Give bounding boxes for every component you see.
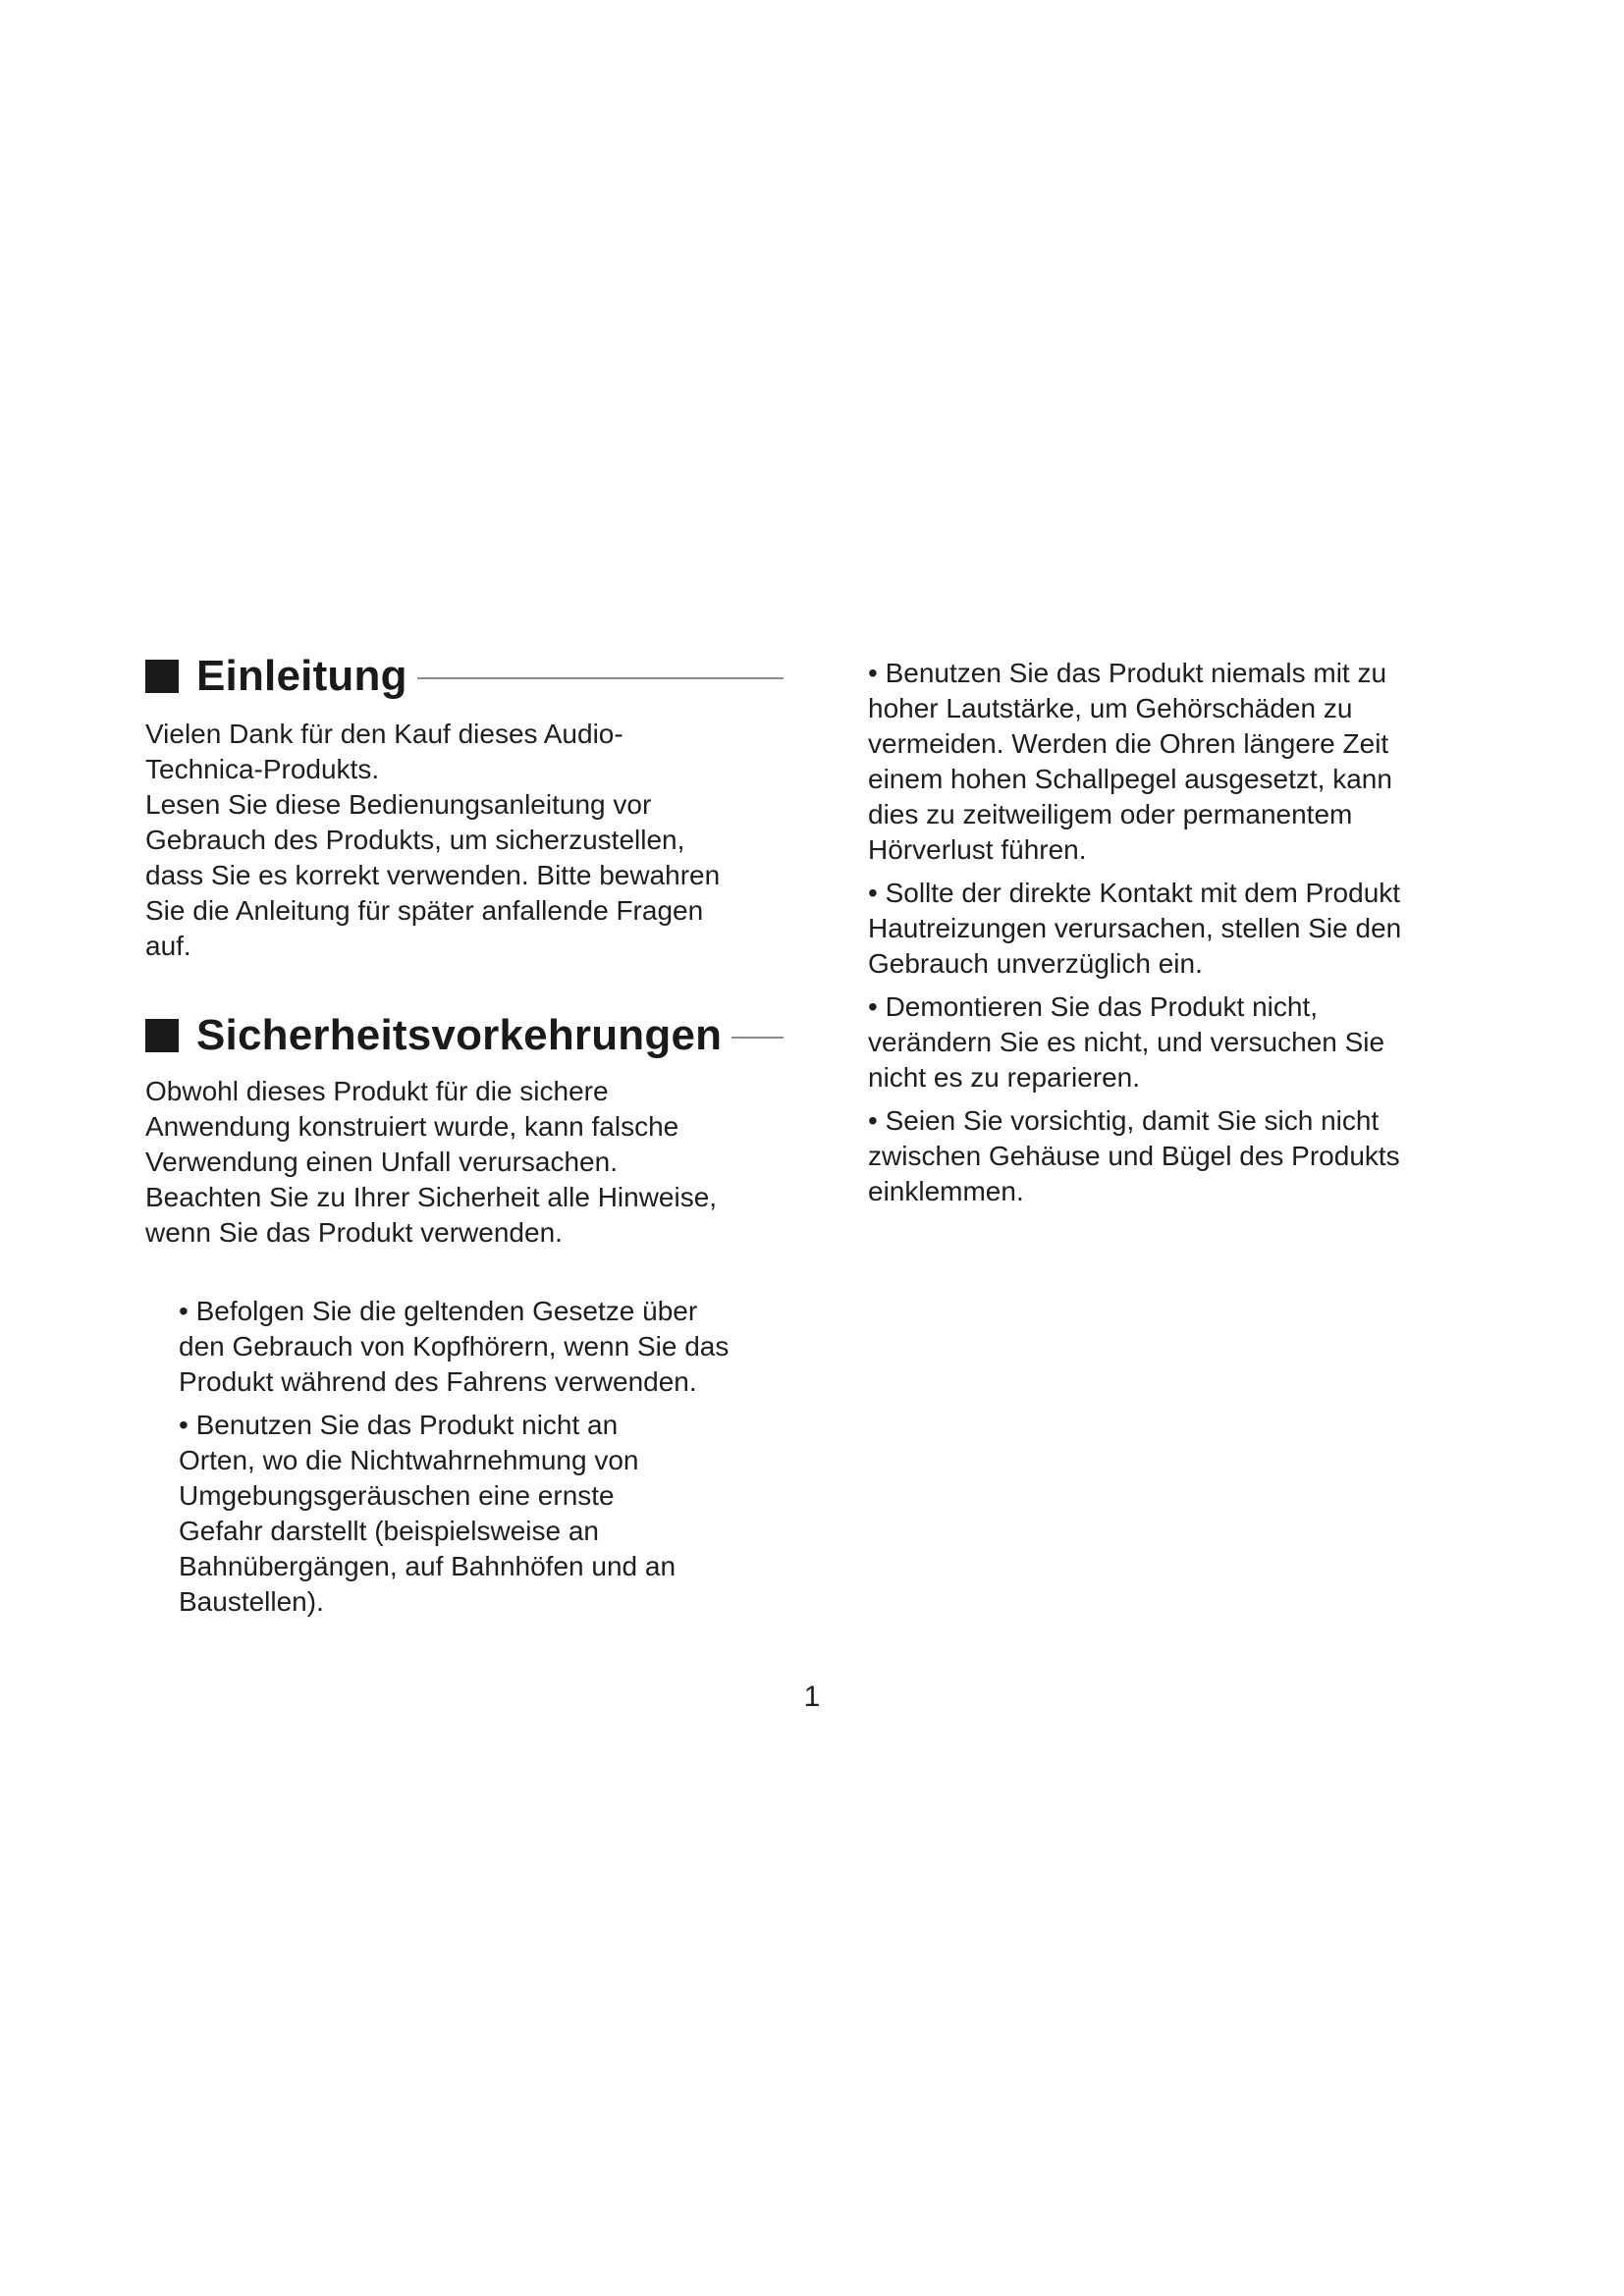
text-line: • Benutzen Sie das Produkt nicht an [179, 1410, 619, 1440]
text-line: Gefahr darstellt (beispielsweise an [179, 1516, 599, 1546]
text-line: einem hohen Schallpegel ausgesetzt, kann [868, 764, 1392, 794]
text-line: Sie die Anleitung für später anfallende Fragen [145, 895, 704, 926]
list-item [868, 989, 1483, 1095]
text-line: auf. [145, 931, 191, 961]
heading-title: Einleitung [196, 652, 407, 700]
text-line: Technica-Produkts. [145, 754, 380, 784]
text-line: Lesen Sie diese Bedienungsanleitung vor [145, 789, 652, 820]
heading-square-icon [145, 660, 179, 693]
safety-paragraph [145, 1074, 717, 1251]
text-line: nicht es zu reparieren. [868, 1062, 1141, 1093]
intro-paragraph [145, 717, 720, 964]
text-line: • Befolgen Sie die geltenden Gesetze über [179, 1296, 698, 1326]
text-line: den Gebrauch von Kopfhörern, wenn Sie das [179, 1331, 730, 1362]
text-line: einklemmen. [868, 1176, 1024, 1206]
page-number: 1 [803, 1681, 821, 1713]
text-line: • Demontieren Sie das Produkt nicht, [868, 991, 1319, 1022]
text-line: Hörverlust führen. [868, 834, 1087, 865]
text-line: Bahnübergängen, auf Bahnhöfen und an [179, 1551, 677, 1581]
heading-square-icon [145, 1019, 179, 1052]
text-line: zwischen Gehäuse und Bügel des Produkts [868, 1141, 1400, 1171]
safety-bullet-list-right [868, 656, 1483, 1217]
list-item [868, 1103, 1483, 1209]
text-line: Baustellen). [179, 1586, 324, 1617]
text-line: vermeiden. Werden die Ohren längere Zeit [868, 728, 1389, 759]
list-item [179, 1294, 807, 1400]
text-line: verändern Sie es nicht, und versuchen Sie [868, 1027, 1385, 1057]
text-line: dies zu zeitweiligem oder permanentem [868, 799, 1353, 829]
heading-title: Sicherheitsvorkehrungen [196, 1011, 723, 1059]
heading-rule [731, 1037, 784, 1039]
list-item [179, 1408, 807, 1620]
text-line: Gebrauch des Produkts, um sicherzustellen, [145, 825, 685, 855]
text-line: Orten, wo die Nichtwahrnehmung von [179, 1445, 639, 1475]
text-line: wenn Sie das Produkt verwenden. [145, 1217, 563, 1248]
text-line: • Benutzen Sie das Produkt niemals mit zu [868, 658, 1387, 688]
safety-bullet-list-left [179, 1294, 807, 1628]
text-line: • Sollte der direkte Kontakt mit dem Produkt [868, 878, 1401, 908]
section-heading-intro [145, 652, 784, 701]
list-item [868, 876, 1483, 982]
text-line: Beachten Sie zu Ihrer Sicherheit alle Hinweise, [145, 1182, 718, 1212]
text-line: Verwendung einen Unfall verursachen. [145, 1147, 618, 1177]
text-line: • Seien Sie vorsichtig, damit Sie sich nicht [868, 1105, 1380, 1136]
text-line: Obwohl dieses Produkt für die sichere [145, 1076, 609, 1106]
text-line: Produkt während des Fahrens verwenden. [179, 1366, 697, 1397]
list-item [868, 656, 1483, 868]
text-line: Anwendung konstruiert wurde, kann falsche [145, 1111, 679, 1142]
text-line: Umgebungsgeräuschen eine ernste [179, 1480, 615, 1511]
section-heading-safety [145, 1011, 784, 1060]
heading-rule [417, 677, 784, 679]
text-line: dass Sie es korrekt verwenden. Bitte bewahren [145, 860, 721, 890]
text-line: hoher Lautstärke, um Gehörschäden zu [868, 693, 1353, 723]
text-line: Gebrauch unverzüglich ein. [868, 948, 1203, 979]
text-line: Vielen Dank für den Kauf dieses Audio- [145, 719, 623, 749]
text-line: Hautreizungen verursachen, stellen Sie den [868, 913, 1402, 943]
